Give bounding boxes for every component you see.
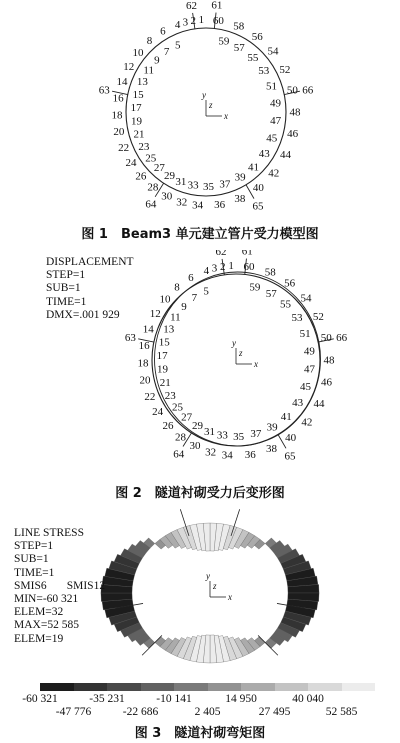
node-label: 30 (161, 190, 173, 203)
node-label: 2 (190, 14, 197, 27)
node-label: 50 (286, 84, 298, 97)
node-label: 24 (125, 157, 137, 170)
x-axis-label: x (228, 592, 232, 602)
node-label: 7 (163, 45, 170, 58)
node-label: 26 (162, 419, 174, 432)
node-label: 31 (203, 425, 215, 438)
color-swatch (174, 683, 208, 691)
figure-1-caption: 图 1 Beam3 单元建立管片受力模型图 (81, 227, 319, 242)
info-line-elem-min: ELEM=32 (14, 606, 64, 619)
node-label: 59 (218, 35, 230, 48)
node-label: 38 (234, 192, 246, 205)
y-axis-label: y (232, 338, 236, 348)
node-label: 57 (265, 288, 277, 301)
node-label: 51 (299, 328, 311, 341)
node-label: 60 (243, 260, 255, 273)
node-label: 51 (265, 80, 277, 93)
node-label: 58 (264, 266, 276, 279)
info-line-smis: SMIS6 SMIS12 (14, 579, 106, 592)
node-label: 39 (266, 421, 278, 434)
figure-2-info (46, 256, 134, 322)
node-label: 52 (279, 63, 291, 76)
node-label: 6 (188, 271, 194, 284)
node-label: 45 (300, 380, 312, 393)
color-swatch (74, 683, 108, 691)
node-label: 58 (233, 20, 245, 33)
node-label: 27 (181, 411, 193, 424)
node-label: 53 (291, 312, 303, 325)
node-label: 44 (279, 148, 291, 161)
node-label: 28 (175, 431, 187, 444)
node-label: 25 (172, 401, 184, 414)
spring-label: 63 (124, 332, 136, 345)
spring-label: 62 (215, 250, 227, 259)
node-label: 54 (267, 45, 279, 58)
node-label: 6 (160, 25, 166, 38)
info-line-min: MIN=-60 321 (14, 593, 79, 606)
node-label: 5 (175, 39, 181, 52)
node-label: 37 (250, 428, 262, 441)
node-label: 42 (268, 167, 280, 180)
z-axis-label: z (239, 348, 243, 358)
z-axis-label: z (209, 100, 213, 110)
node-label: 35 (233, 430, 245, 443)
x-axis-label: x (254, 359, 258, 369)
node-label: 16 (138, 340, 150, 353)
color-swatch (275, 683, 309, 691)
node-label: 25 (145, 152, 157, 165)
node-label: 24 (152, 406, 164, 419)
node-label: 49 (269, 97, 281, 110)
y-axis-label: y (206, 571, 210, 581)
node-label: 43 (292, 397, 304, 410)
info-line-displacement: DISPLACEMENT (46, 256, 134, 268)
node-label: 34 (192, 199, 204, 212)
node-label: 32 (176, 196, 188, 209)
spring-label: 64 (145, 198, 157, 211)
color-legend-bar (40, 683, 375, 691)
legend-label-top: -10 141 (156, 693, 192, 705)
spring-label: 66 (336, 332, 348, 345)
legend-label-top: 14 950 (225, 693, 257, 705)
node-label: 2 (219, 260, 226, 273)
figure-3-caption: 图 3 隧道衬砌弯矩图 (134, 726, 266, 741)
legend-label-bottom: -22 686 (122, 706, 159, 718)
legend-label-bottom: -47 776 (55, 706, 92, 718)
node-label: 26 (135, 170, 147, 183)
legend-label-top: 40 040 (292, 693, 324, 705)
node-label: 54 (300, 292, 312, 305)
node-label: 7 (191, 292, 198, 305)
spring-label: 61 (241, 250, 253, 258)
node-label: 20 (113, 126, 125, 139)
node-label: 5 (203, 285, 209, 298)
node-label: 55 (247, 52, 259, 65)
node-label: 18 (137, 357, 149, 370)
node-label: 13 (136, 76, 148, 89)
node-label: 42 (301, 416, 313, 429)
node-label: 23 (138, 141, 150, 154)
color-swatch (40, 683, 74, 691)
node-label: 23 (164, 389, 176, 402)
node-label: 46 (287, 128, 299, 141)
node-label: 4 (203, 264, 210, 277)
node-label: 1 (228, 260, 234, 273)
beam3-model-diagram (0, 0, 400, 222)
node-label: 11 (170, 311, 181, 324)
node-label: 15 (132, 88, 144, 101)
color-swatch (141, 683, 175, 691)
node-label: 41 (248, 161, 260, 174)
node-label: 9 (181, 300, 187, 313)
info-line-step: STEP=1 (14, 540, 54, 553)
node-label: 3 (211, 262, 218, 275)
spring-label: 65 (252, 200, 264, 213)
node-label: 8 (146, 35, 153, 48)
y-axis-label: y (202, 90, 206, 100)
node-label: 36 (244, 448, 256, 461)
legend-label-bottom: 2 405 (194, 706, 221, 718)
node-label: 56 (251, 31, 263, 44)
node-label: 49 (303, 345, 315, 358)
node-label: 20 (139, 374, 151, 387)
info-line-time: TIME=1 (14, 566, 55, 579)
node-label: 21 (133, 128, 145, 141)
node-label: 27 (153, 162, 165, 175)
node-label: 18 (111, 109, 123, 122)
node-label: 15 (158, 336, 170, 349)
node-label: 17 (130, 102, 142, 115)
node-label: 40 (285, 431, 297, 444)
node-label: 38 (265, 442, 277, 455)
node-label: 1 (198, 14, 205, 27)
legend-label-bottom: 52 585 (325, 706, 358, 718)
node-label: 16 (112, 92, 124, 105)
node-label: 55 (280, 298, 292, 311)
node-label: 3 (182, 16, 189, 29)
node-label: 40 (252, 182, 264, 195)
node-label: 12 (123, 60, 135, 73)
spring-label: 64 (173, 448, 185, 461)
node-label: 8 (174, 281, 180, 294)
color-swatch (208, 683, 242, 691)
node-label: 13 (163, 323, 175, 336)
node-label: 31 (175, 176, 187, 189)
node-label: 46 (321, 376, 333, 389)
node-label: 60 (212, 14, 224, 27)
node-label: 11 (143, 64, 154, 77)
spring-label: 62 (186, 0, 198, 13)
node-label: 39 (234, 171, 246, 184)
z-axis-label: z (213, 581, 217, 591)
node-label: 10 (132, 46, 144, 59)
node-label: 48 (323, 354, 335, 367)
node-label: 33 (216, 429, 228, 442)
node-label: 43 (258, 147, 270, 160)
color-swatch (107, 683, 141, 691)
color-swatch (342, 683, 376, 691)
node-label: 50 (320, 332, 332, 345)
node-label: 57 (233, 41, 245, 54)
node-label: 41 (280, 410, 292, 423)
node-label: 30 (189, 440, 201, 453)
info-line-step: STEP=1 (46, 269, 86, 282)
node-label: 29 (164, 170, 176, 183)
color-swatch (308, 683, 342, 691)
node-label: 59 (249, 281, 261, 294)
spring-label: 65 (284, 450, 296, 463)
info-line-sub: SUB=1 (14, 553, 49, 566)
node-label: 22 (144, 390, 156, 403)
legend-label-top: -60 321 (22, 693, 58, 705)
node-label: 36 (214, 198, 226, 211)
node-label: 48 (289, 106, 301, 119)
node-label: 45 (266, 132, 278, 145)
color-swatch (241, 683, 275, 691)
node-label: 37 (219, 178, 231, 191)
node-label: 14 (142, 323, 154, 336)
node-label: 14 (116, 76, 128, 89)
node-label: 33 (187, 179, 199, 192)
node-label: 47 (270, 115, 282, 128)
info-line-elem-max: ELEM=19 (14, 632, 64, 645)
node-label: 53 (258, 65, 270, 78)
legend-label-top: -35 231 (89, 693, 125, 705)
node-label: 35 (202, 180, 214, 193)
node-label: 9 (154, 54, 160, 67)
node-label: 10 (159, 293, 171, 306)
spring-label: 61 (211, 0, 223, 12)
node-label: 44 (313, 397, 325, 410)
figure-1 (0, 0, 400, 222)
node-label: 17 (156, 349, 168, 362)
node-label: 29 (191, 419, 203, 432)
info-line-dmx: DMX=.001 929 (46, 308, 120, 321)
node-label: 28 (147, 181, 159, 194)
node-label: 56 (284, 277, 296, 290)
node-label: 22 (118, 142, 130, 155)
node-label: 19 (130, 115, 142, 128)
x-axis-label: x (224, 111, 228, 121)
info-line-sub: SUB=1 (46, 282, 81, 295)
info-line-max: MAX=52 585 (14, 619, 79, 632)
node-label: 12 (149, 307, 161, 320)
node-label: 4 (174, 18, 181, 31)
node-label: 47 (304, 363, 316, 376)
figure-2-caption: 图 2 隧道衬砌受力后变形图 (115, 486, 285, 501)
legend-label-bottom: 27 495 (258, 706, 291, 718)
node-label: 21 (159, 377, 171, 390)
spring-label: 63 (98, 84, 110, 97)
node-label: 34 (221, 449, 233, 462)
figure-3-info (14, 527, 105, 646)
info-line-line-stress: LINE STRESS (14, 527, 84, 539)
node-label: 19 (156, 363, 168, 376)
info-line-time: TIME=1 (46, 295, 87, 308)
spring-label: 66 (302, 84, 314, 97)
node-label: 32 (205, 446, 217, 459)
node-label: 52 (312, 310, 324, 323)
